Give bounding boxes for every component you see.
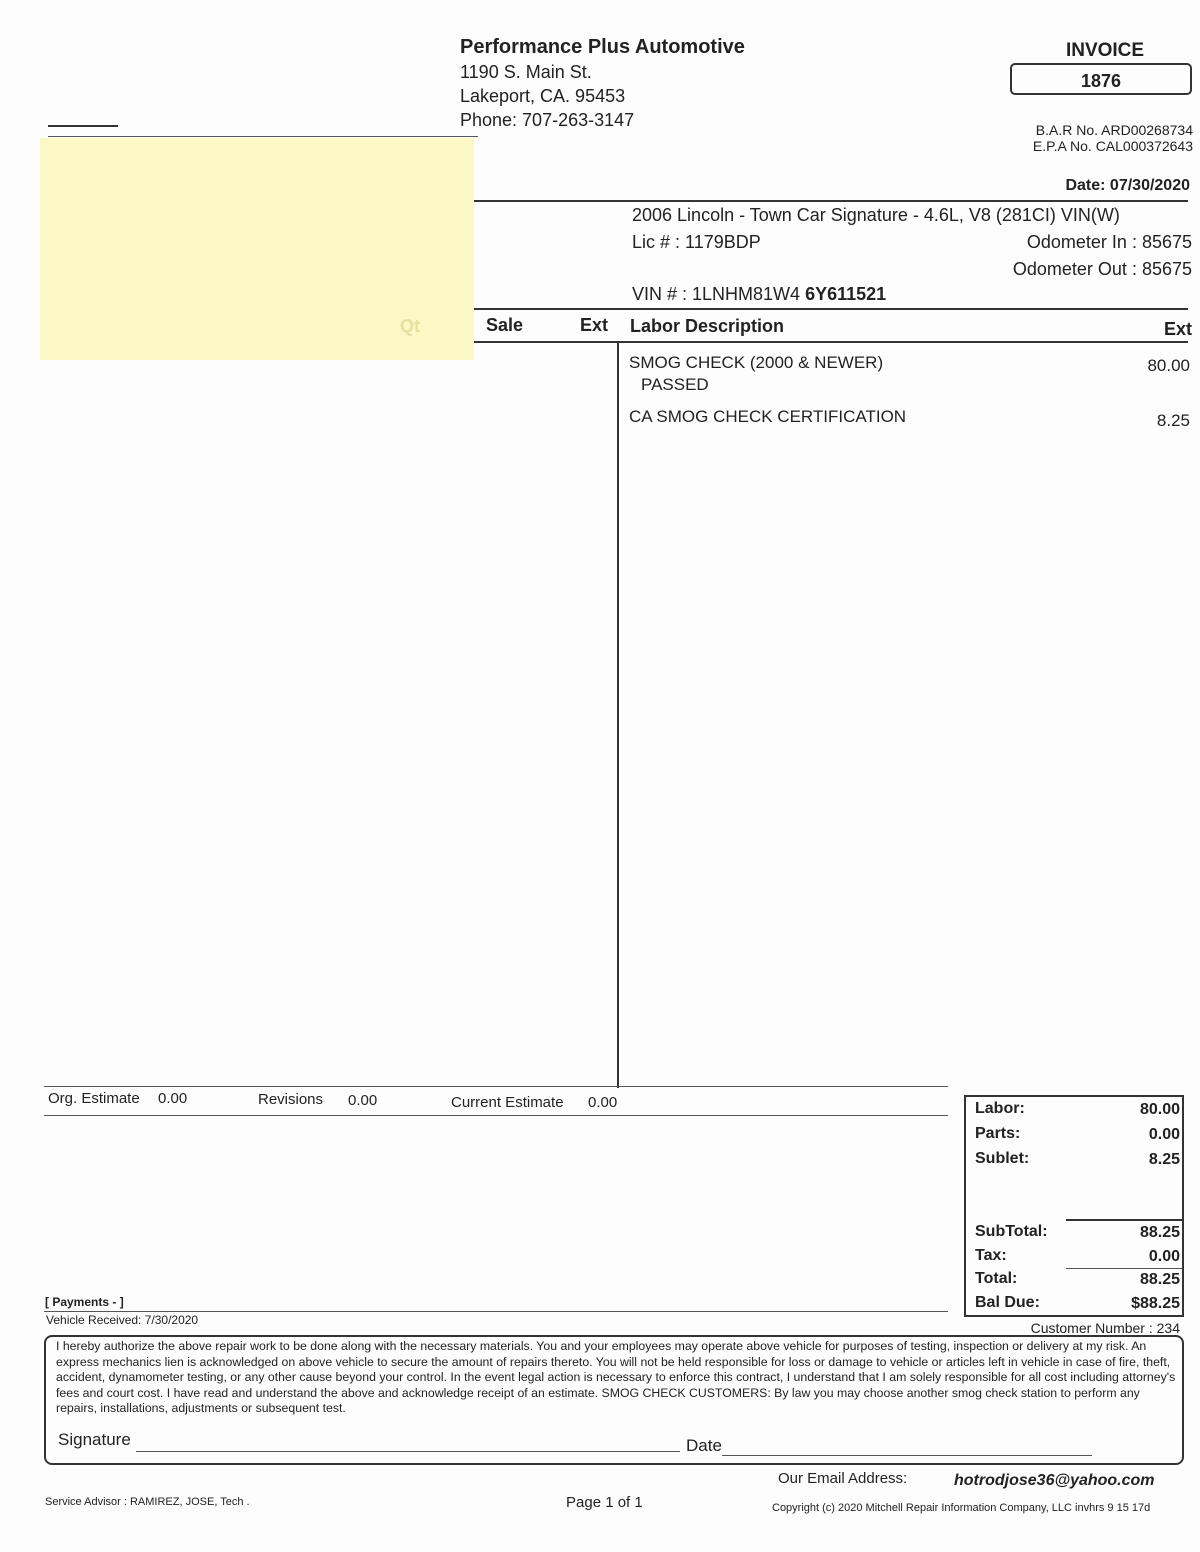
labor-item-description: SMOG CHECK (2000 & NEWER) <box>629 353 884 372</box>
odometer-in: Odometer In : 85675 <box>1026 232 1192 252</box>
tax-label: Tax: <box>975 1247 1007 1264</box>
labor-item-amount: 80.00 <box>1147 356 1190 375</box>
email-label: Our Email Address: <box>778 1470 908 1487</box>
revisions-label: Revisions <box>258 1091 324 1108</box>
parts-total-value: 0.00 <box>1148 1126 1180 1143</box>
parts-qty-header: Qt <box>400 316 420 336</box>
vehicle-description: 2006 Lincoln - Town Car Signature - 4.6L, V8 (281CI) VIN(W) <box>632 205 1120 225</box>
epa-number: E.P.A No. CAL000372643 <box>1032 138 1193 154</box>
labor-ext-header: Ext <box>1163 319 1192 339</box>
header-bottom-rule <box>474 341 1188 343</box>
labor-item-description: CA SMOG CHECK CERTIFICATION <box>629 407 907 426</box>
header-top-rule <box>474 308 1188 310</box>
subtotal-label: SubTotal: <box>975 1223 1048 1240</box>
column-divider <box>617 343 619 1088</box>
total-value: 88.25 <box>1139 1271 1180 1288</box>
revisions-value: 0.00 <box>348 1092 378 1109</box>
invoice-title: INVOICE <box>1065 40 1145 61</box>
labor-total-label: Labor: <box>975 1100 1025 1117</box>
odometer-out: Odometer Out : 85675 <box>1012 259 1192 279</box>
labor-description-header: Labor Description <box>630 316 785 336</box>
estimate-bottom-rule <box>44 1115 948 1116</box>
subtotal-value: 88.25 <box>1139 1224 1180 1241</box>
signature-label: Signature <box>58 1430 131 1449</box>
date-label: Date <box>686 1436 722 1455</box>
estimate-top-rule <box>44 1086 948 1087</box>
org-estimate-value: 0.00 <box>158 1090 188 1107</box>
vin-suffix: 6Y611521 <box>805 284 887 304</box>
org-estimate-label: Org. Estimate <box>48 1090 140 1107</box>
authorization-text: I hereby authorize the above repair work to be done along with the necessary materials. You and your employees may operate above vehicle for purposes of testing, inspection or delivery at my risk. An express mechanics lien is acknowledged on above vehicle to secure the amount of repairs thereto. You will not be held responsible for loss or damage to vehicle or articles left in vehicle in case of fire, theft, accident, dynamometer testing, or any other cause beyond your control. In the event legal action is necessary to enforce this contract, I understand that I am solely responsible for all cost including attorney's fees and court cost. I have read and understand the above and acknowledge receipt of an estimate. SMOG CHECK CUSTOMERS: By law you may choose another smog check station to perform any repairs, installations, adjustments or subsequent test. <box>56 1339 1176 1416</box>
balance-due-label: Bal Due: <box>975 1294 1040 1311</box>
vehicle-received: Vehicle Received: 7/30/2020 <box>46 1313 199 1327</box>
parts-total-label: Parts: <box>975 1125 1021 1142</box>
vin-prefix: VIN # : 1LNHM81W4 <box>632 284 806 304</box>
sublet-total-label: Sublet: <box>975 1150 1030 1167</box>
invoice-date: Date: 07/30/2020 <box>1065 177 1190 194</box>
copyright: Copyright (c) 2020 Mitchell Repair Information Company, LLC invhrs 9 15 17d <box>772 1502 1151 1514</box>
signature-line[interactable] <box>136 1451 680 1452</box>
page-number: Page 1 of 1 <box>566 1494 643 1511</box>
shop-address-line1: 1190 S. Main St. <box>460 62 592 82</box>
total-rule <box>1066 1268 1182 1269</box>
payments-label: [ Payments - ] <box>45 1295 124 1309</box>
shop-email[interactable]: hotrodjose36@yahoo.com <box>954 1472 1155 1489</box>
current-estimate-value: 0.00 <box>588 1094 618 1111</box>
labor-item-amount: 8.25 <box>1156 411 1190 430</box>
shop-name: Performance Plus Automotive <box>460 36 745 58</box>
service-advisor: Service Advisor : RAMIREZ, JOSE, Tech . <box>45 1496 250 1508</box>
balance-due-value: $88.25 <box>1131 1295 1180 1312</box>
customer-rule <box>48 136 478 137</box>
total-label: Total: <box>975 1270 1018 1287</box>
vehicle-top-rule <box>474 200 1188 202</box>
tax-value: 0.00 <box>1148 1248 1180 1265</box>
invoice-number: 1876 <box>1010 63 1192 95</box>
current-estimate-label: Current Estimate <box>451 1094 564 1111</box>
labor-total-value: 80.00 <box>1139 1101 1180 1118</box>
sublet-total-value: 8.25 <box>1148 1151 1180 1168</box>
labor-item-note: PASSED <box>641 375 709 394</box>
payments-rule <box>44 1311 948 1312</box>
date-line[interactable] <box>722 1455 1092 1456</box>
shop-address-line2: Lakeport, CA. 95453 <box>460 86 626 106</box>
bar-number: B.A.R No. ARD00268734 <box>1035 122 1193 138</box>
margin-mark <box>48 125 118 127</box>
customer-number: Customer Number : 234 <box>1030 1320 1180 1336</box>
parts-sale-header: Sale <box>486 315 524 335</box>
license-plate: Lic # : 1179BDP <box>632 232 761 252</box>
parts-ext-header: Ext <box>580 315 609 335</box>
shop-phone: Phone: 707-263-3147 <box>460 110 635 130</box>
vin <box>632 284 886 305</box>
subtotal-rule <box>1066 1219 1182 1221</box>
